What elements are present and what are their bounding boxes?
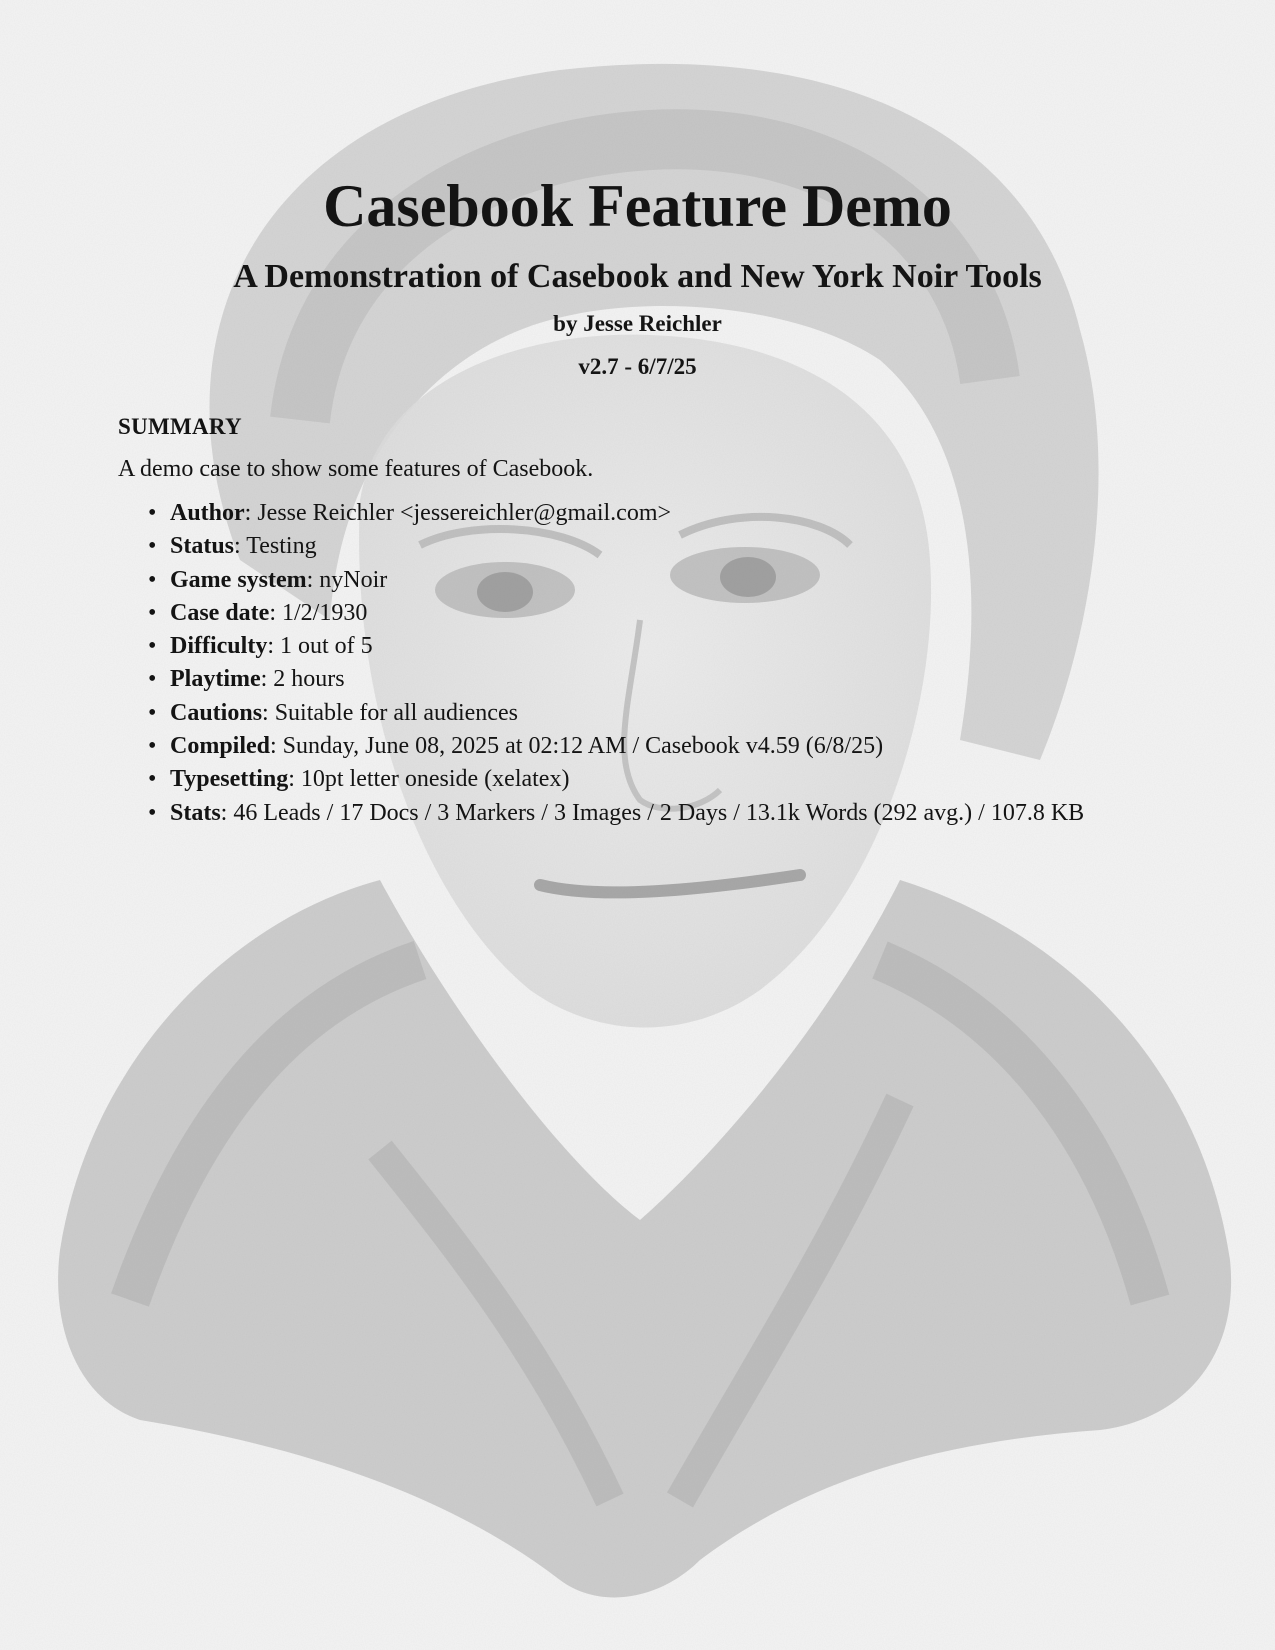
list-item	[170, 530, 1084, 563]
list-item	[170, 730, 1084, 763]
detail-key-case-date: Case date	[170, 599, 270, 626]
summary-text: A demo case to show some features of Casebook.	[118, 456, 594, 482]
detail-key-status: Status	[170, 533, 235, 560]
detail-value-case-date: : 1/2/1930	[269, 599, 368, 626]
summary-heading: SUMMARY	[118, 414, 242, 439]
detail-value-playtime: : 2 hours	[260, 666, 345, 693]
list-item	[170, 663, 1084, 696]
detail-key-difficulty: Difficulty	[170, 633, 268, 660]
detail-value-compiled: : Sunday, June 08, 2025 at 02:12 AM / Casebook v4.59 (6/8/25)	[270, 733, 884, 760]
detail-value-author: : Jesse Reichler <jessereichler@gmail.com>	[244, 500, 672, 526]
detail-value-game-system: : nyNoir	[306, 566, 388, 593]
detail-key-stats: Stats	[170, 799, 221, 826]
list-item	[170, 797, 1084, 830]
list-item	[170, 630, 1084, 663]
detail-key-typesetting: Typesetting	[170, 766, 289, 793]
detail-key-compiled: Compiled	[170, 733, 271, 760]
list-item	[170, 497, 1084, 530]
list-item	[170, 697, 1084, 730]
list-item	[170, 763, 1084, 796]
detail-value-difficulty: : 1 out of 5	[267, 633, 373, 660]
document-title: Casebook Feature Demo	[323, 173, 952, 239]
detail-value-cautions: : Suitable for all audiences	[262, 699, 518, 726]
detail-key-game-system: Game system	[170, 566, 307, 593]
list-item	[170, 564, 1084, 597]
detail-key-author: Author	[170, 500, 245, 526]
case-details-list	[142, 497, 1084, 830]
author-byline: by Jesse Reichler	[553, 311, 722, 336]
list-item	[170, 597, 1084, 630]
detail-value-status: : Testing	[234, 533, 317, 560]
detail-key-cautions: Cautions	[170, 699, 263, 726]
detail-value-stats: : 46 Leads / 17 Docs / 3 Markers / 3 Images / 2 Days / 13.1k Words (292 avg.) / 107.8 KB	[220, 799, 1085, 826]
detail-value-typesetting: : 10pt letter oneside (xelatex)	[288, 766, 570, 793]
version-line: v2.7 - 6/7/25	[578, 354, 697, 379]
document-subtitle: A Demonstration of Casebook and New York Noir Tools	[233, 258, 1042, 295]
detail-key-playtime: Playtime	[170, 666, 261, 693]
